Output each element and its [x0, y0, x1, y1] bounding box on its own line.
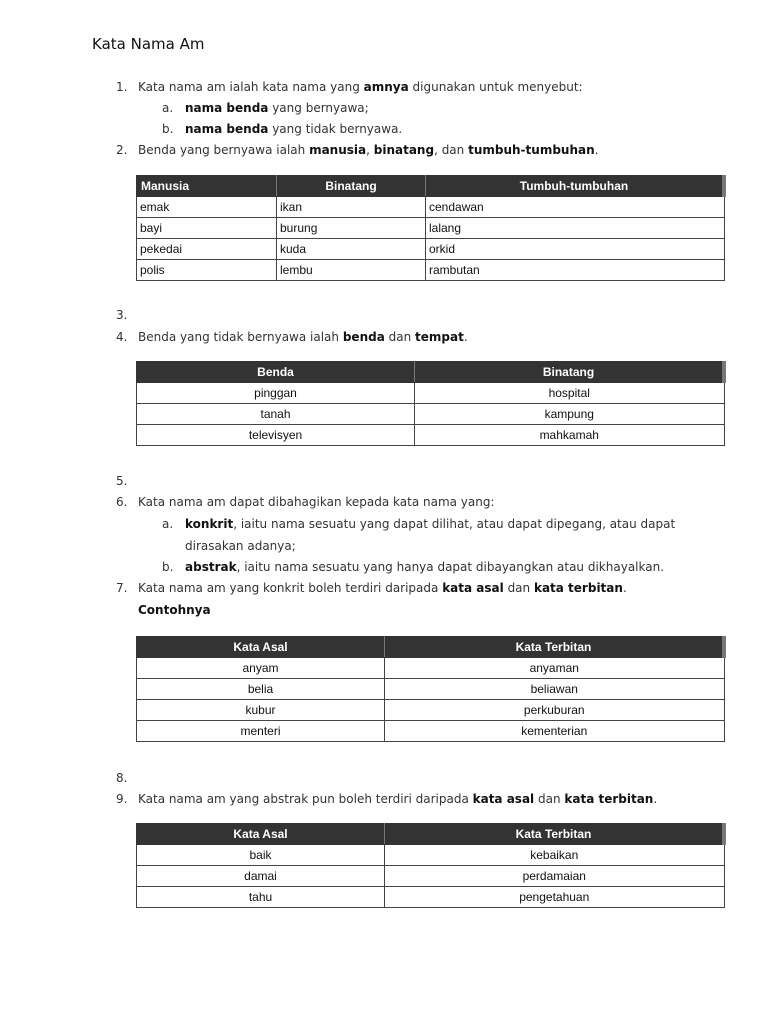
item-text: . [463, 330, 468, 344]
sub-item-letter: a. [162, 101, 174, 115]
table-abstrak [136, 823, 726, 908]
table-row [137, 218, 725, 239]
table-cell: pinggan [137, 383, 415, 404]
table-row [137, 425, 725, 446]
column-header: Kata Terbitan [385, 637, 725, 658]
table-cell: anyaman [385, 658, 725, 679]
table-cell: kebaikan [385, 845, 725, 866]
column-header: Tumbuh-tumbuhan [426, 176, 725, 197]
item-text: Benda yang tidak bernyawa ialah [138, 330, 343, 344]
table-row [137, 679, 725, 700]
table-cell: anyam [137, 658, 385, 679]
table-cell: menteri [137, 721, 385, 742]
item-number: 3. [116, 308, 128, 322]
sub-item-letter: b. [162, 122, 174, 136]
bold-term: manusia [309, 143, 367, 157]
sub-list-item [185, 559, 664, 575]
column-header: Manusia [137, 176, 277, 197]
list-item [138, 580, 627, 596]
item-text: . [622, 581, 627, 595]
table-row [137, 866, 725, 887]
item-number: 8. [116, 771, 128, 785]
page-title: Kata Nama Am [92, 35, 205, 53]
column-header: Benda [137, 362, 415, 383]
table-row [137, 197, 725, 218]
sub-list-item [185, 121, 402, 137]
column-header: Binatang [415, 362, 725, 383]
table-cell: ikan [277, 197, 426, 218]
sub-list-item [185, 100, 369, 116]
item-text: , [366, 143, 374, 157]
table-header-row [137, 637, 725, 658]
bold-term: nama benda [185, 101, 269, 115]
item-number: 4. [116, 330, 128, 344]
table-row [137, 383, 725, 404]
item-number: 6. [116, 495, 128, 509]
sub-list-item [185, 516, 675, 532]
list-item [138, 142, 598, 158]
bold-term: abstrak [185, 560, 237, 574]
table-cell: perdamaian [385, 866, 725, 887]
table-row [137, 721, 725, 742]
table-header-row [137, 824, 725, 845]
item-text: . [653, 792, 658, 806]
table-cell: kubur [137, 700, 385, 721]
item-text: , iaitu nama sesuatu yang hanya dapat dibayangkan atau dikhayalkan. [236, 560, 665, 574]
item-text: . [594, 143, 599, 157]
table-konkrit [136, 636, 726, 742]
bold-term: benda [342, 330, 385, 344]
table-cell: televisyen [137, 425, 415, 446]
sub-list-item-continuation: dirasakan adanya; [185, 539, 296, 553]
bold-term: nama benda [185, 122, 269, 136]
item-text: , dan [434, 143, 469, 157]
bold-term: kata terbitan [564, 792, 654, 806]
item-text: yang tidak bernyawa. [268, 122, 403, 136]
column-header: Kata Asal [137, 637, 385, 658]
item-text: yang bernyawa; [268, 101, 369, 115]
list-item [138, 329, 468, 345]
table-row [137, 845, 725, 866]
table-cell: tahu [137, 887, 385, 908]
bold-term: kata asal [472, 792, 535, 806]
column-header: Kata Asal [137, 824, 385, 845]
table-cell: kuda [277, 239, 426, 260]
table-row [137, 700, 725, 721]
bold-term: binatang [373, 143, 435, 157]
item-number: 1. [116, 80, 128, 94]
table-cell: lembu [277, 260, 426, 281]
item-text: dan [384, 330, 416, 344]
table-cell: burung [277, 218, 426, 239]
bold-term: konkrit [185, 517, 234, 531]
item-text: dan [534, 792, 565, 806]
table-row [137, 260, 725, 281]
item-text: Kata nama am yang konkrit boleh terdiri daripada [138, 581, 443, 595]
column-header: Kata Terbitan [385, 824, 725, 845]
item-number: 2. [116, 143, 128, 157]
table-row [137, 404, 725, 425]
bold-term: kata asal [442, 581, 504, 595]
item-text: Kata nama am ialah kata nama yang [138, 80, 364, 94]
table-header-row [137, 362, 725, 383]
table-row [137, 887, 725, 908]
list-item [138, 79, 583, 95]
table-cell: perkuburan [385, 700, 725, 721]
bold-term: kata terbitan [533, 581, 623, 595]
item-number: 7. [116, 581, 128, 595]
bold-term: amnya [363, 80, 409, 94]
table-row [137, 658, 725, 679]
table-cell: mahkamah [415, 425, 725, 446]
table-cell: rambutan [426, 260, 725, 281]
table-cell: cendawan [426, 197, 725, 218]
table-header-row [137, 176, 725, 197]
bold-term: tempat [415, 330, 464, 344]
table-cell: pengetahuan [385, 887, 725, 908]
list-item [138, 791, 657, 807]
table-cell: lalang [426, 218, 725, 239]
item-text: digunakan untuk menyebut: [408, 80, 583, 94]
item-text: Benda yang bernyawa ialah [138, 143, 310, 157]
item-text: dan [503, 581, 534, 595]
table-cell: kementerian [385, 721, 725, 742]
table-cell: orkid [426, 239, 725, 260]
item-number: 9. [116, 792, 128, 806]
table-cell: bayi [137, 218, 277, 239]
table-cell: pekedai [137, 239, 277, 260]
list-item: Kata nama am dapat dibahagikan kepada kata nama yang: [138, 495, 495, 509]
table-cell: belia [137, 679, 385, 700]
item-text: , iaitu nama sesuatu yang dapat dilihat, atau dapat dipegang, atau dapat [233, 517, 676, 531]
table-cell: baik [137, 845, 385, 866]
table-benda-tempat [136, 361, 726, 446]
sub-item-letter: b. [162, 560, 174, 574]
table-row [137, 239, 725, 260]
example-heading [138, 602, 211, 618]
item-text: Kata nama am yang abstrak pun boleh terdiri daripada [138, 792, 473, 806]
table-cell: beliawan [385, 679, 725, 700]
table-cell: emak [137, 197, 277, 218]
table-cell: polis [137, 260, 277, 281]
table-makhluk-bernyawa [136, 175, 726, 281]
sub-item-letter: a. [162, 517, 174, 531]
table-cell: kampung [415, 404, 725, 425]
table-cell: hospital [415, 383, 725, 404]
column-header: Binatang [277, 176, 426, 197]
table-cell: damai [137, 866, 385, 887]
item-number: 5. [116, 474, 128, 488]
bold-term: Contohnya [138, 603, 211, 617]
bold-term: tumbuh-tumbuhan [468, 143, 595, 157]
table-cell: tanah [137, 404, 415, 425]
